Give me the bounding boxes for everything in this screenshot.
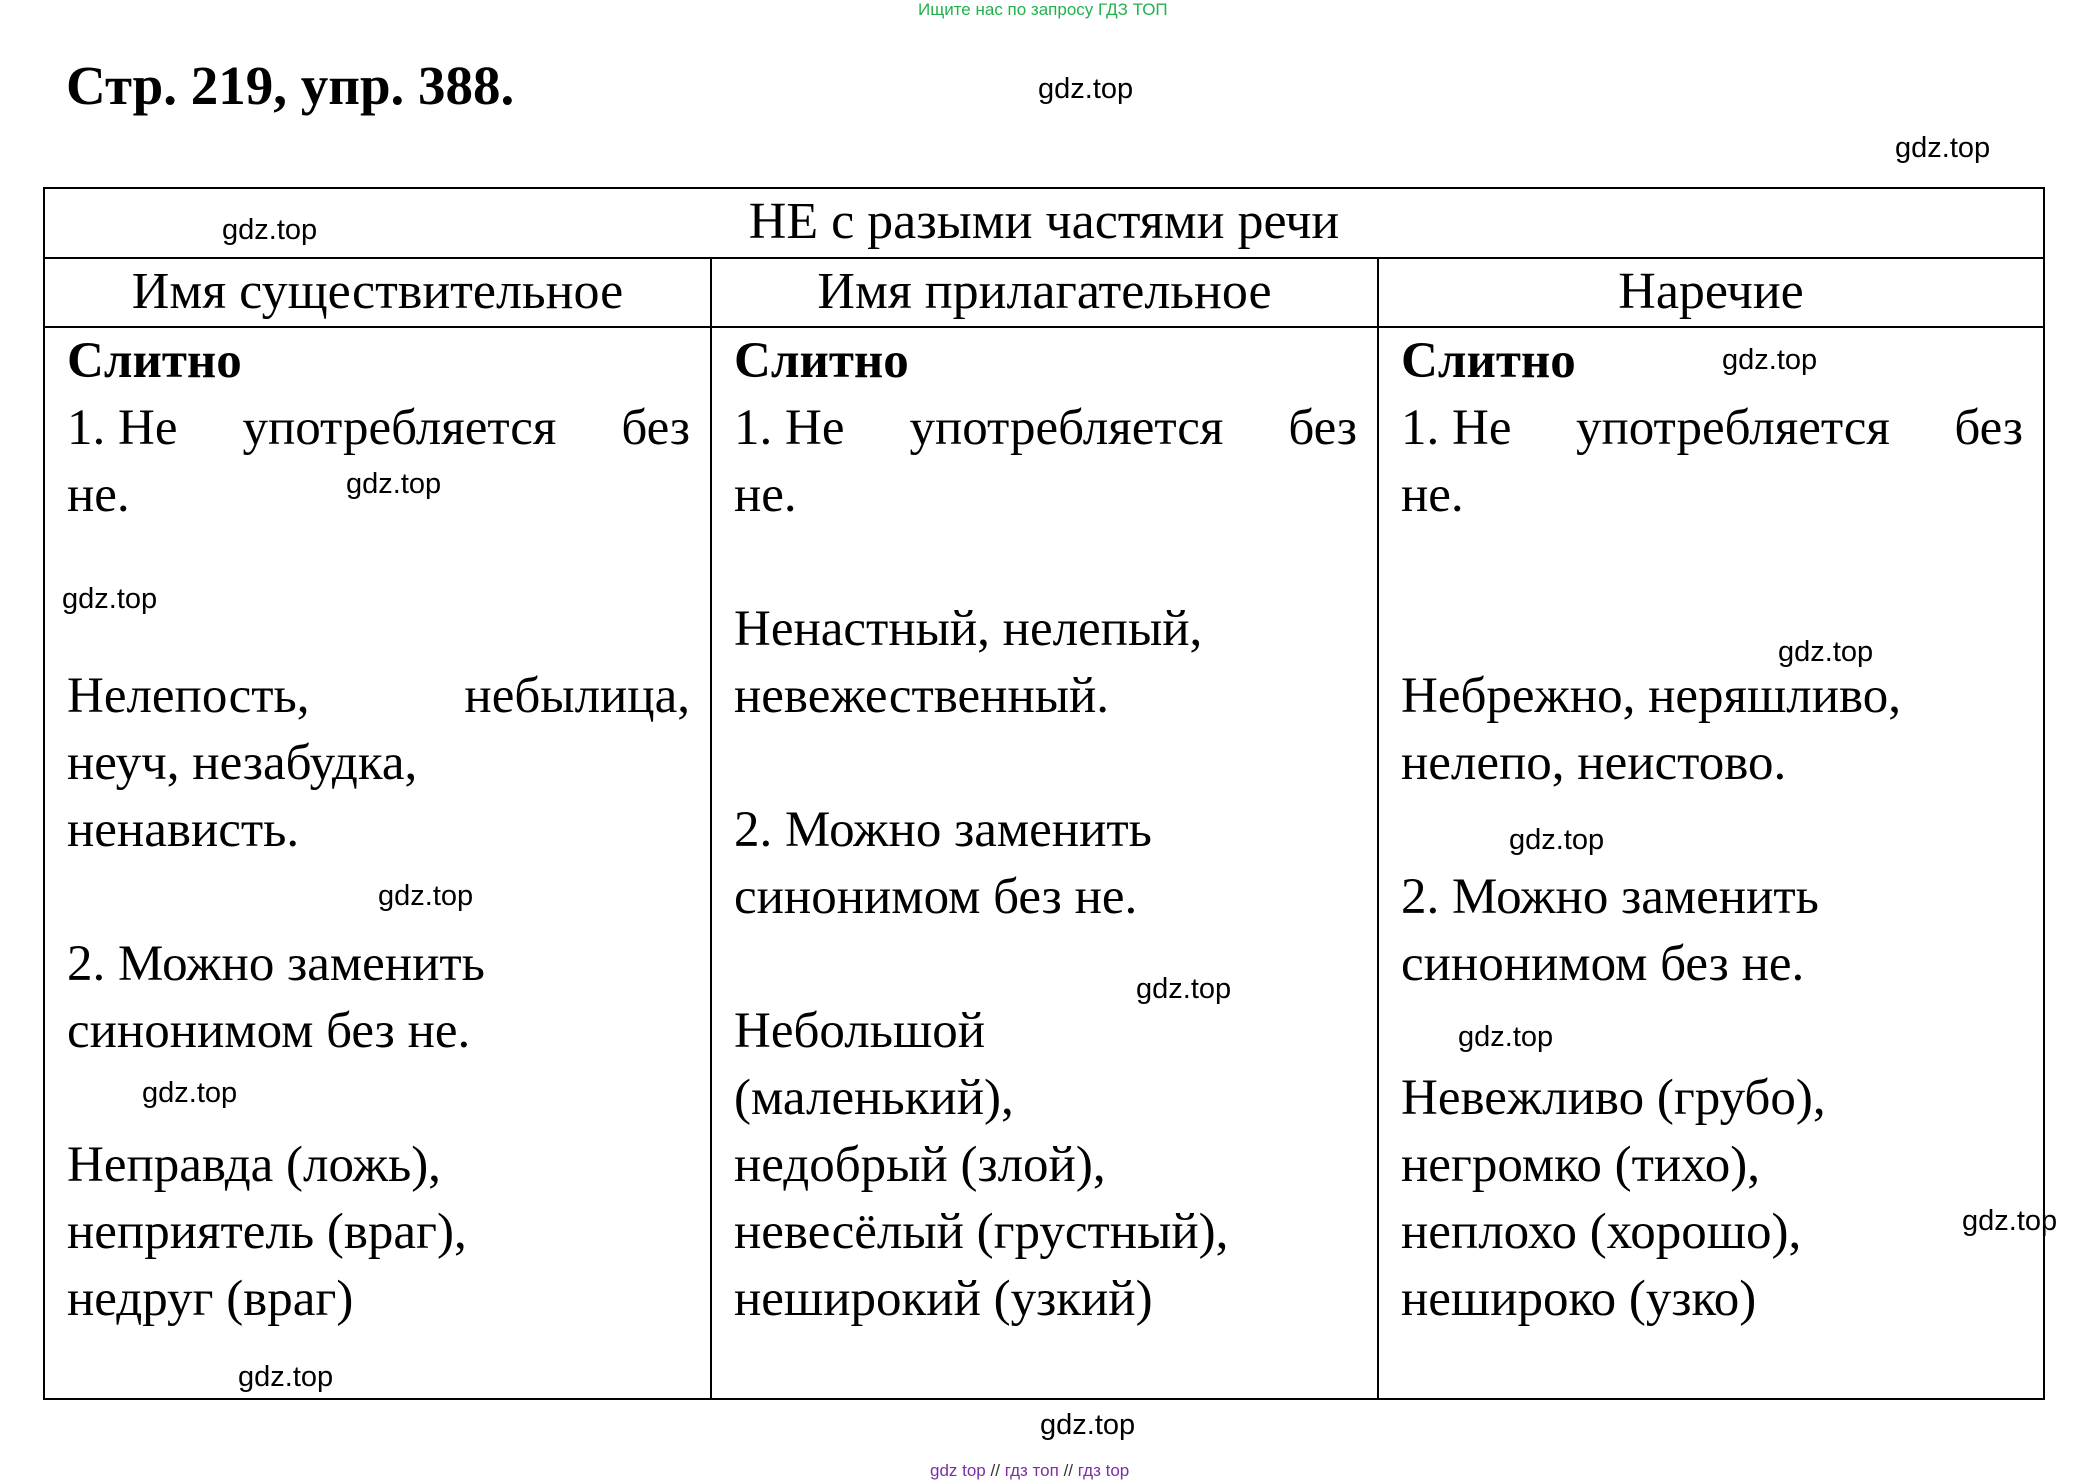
footer-link[interactable]: гдз top	[1077, 1461, 1130, 1480]
watermark: gdz.top	[1778, 636, 1874, 668]
adjective-examples2-line1: Небольшой	[734, 1003, 986, 1059]
adjective-examples1-line2: невежественный.	[734, 668, 1110, 724]
adverb-examples1-line2: нелепо, неистово.	[1401, 735, 1787, 791]
footer-link[interactable]: гдз топ	[1004, 1461, 1059, 1480]
adverb-cell	[1378, 327, 2044, 1399]
noun-examples1-line1: Нелепость, небылица,	[67, 668, 690, 724]
noun-examples2-line3: недруг (враг)	[67, 1271, 354, 1327]
noun-heading: Слитно	[67, 333, 242, 389]
watermark: gdz.top	[142, 1077, 238, 1109]
footer-link[interactable]: gdz top	[930, 1461, 986, 1480]
watermark: gdz.top	[222, 214, 318, 246]
adjective-rule1-end: не.	[734, 467, 797, 523]
adjective-cell	[711, 327, 1378, 1399]
adjective-examples1-line1: Ненастный, нелепый,	[734, 601, 1203, 657]
noun-rule1-end: не.	[67, 467, 130, 523]
watermark: gdz.top	[346, 468, 442, 500]
adjective-rule2-line1: 2. Можно заменить	[734, 802, 1152, 858]
noun-examples2-line1: Неправда (ложь),	[67, 1137, 441, 1193]
watermark: gdz.top	[1895, 132, 1991, 164]
adverb-examples2-line3: неплохо (хорошо),	[1401, 1204, 1802, 1260]
adjective-rule1: 1. Не употребляется без	[734, 400, 1357, 456]
search-hint: Ищите нас по запросу ГДЗ ТОП	[918, 0, 1168, 19]
adverb-rule1-end: не.	[1401, 467, 1464, 523]
page-title: Стр. 219, упр. 388.	[66, 55, 515, 116]
adverb-examples2-line1: Невежливо (грубо),	[1401, 1070, 1826, 1126]
watermark: gdz.top	[1136, 973, 1232, 1005]
watermark: gdz.top	[1458, 1021, 1554, 1053]
column-header-adverb: Наречие	[1378, 258, 2044, 327]
adverb-examples2-line4: нешироко (узко)	[1401, 1271, 1757, 1327]
noun-examples1-line2: неуч, незабудка,	[67, 735, 418, 791]
adjective-heading: Слитно	[734, 333, 909, 389]
footer-links: gdz top // гдз топ // гдз top	[930, 1461, 1130, 1480]
adjective-examples2-line4: невесёлый (грустный),	[734, 1204, 1229, 1260]
adverb-heading: Слитно	[1401, 333, 1576, 389]
noun-examples1-line3: ненависть.	[67, 802, 300, 858]
adverb-examples2-line2: негромко (тихо),	[1401, 1137, 1760, 1193]
noun-rule1: 1. Не употребляется без	[67, 400, 690, 456]
noun-rule2-line2: синонимом без не.	[67, 1003, 471, 1059]
noun-examples2-line2: неприятель (враг),	[67, 1204, 467, 1260]
watermark: gdz.top	[1038, 73, 1134, 105]
adjective-examples2-line3: недобрый (злой),	[734, 1137, 1106, 1193]
adverb-rule1: 1. Не употребляется без	[1401, 400, 2023, 456]
column-header-noun: Имя существительное	[44, 258, 711, 327]
watermark: gdz.top	[1962, 1205, 2058, 1237]
adjective-examples2-line2: (маленький),	[734, 1070, 1014, 1126]
column-header-adjective: Имя прилагательное	[711, 258, 1378, 327]
noun-rule2-line1: 2. Можно заменить	[67, 936, 485, 992]
watermark: gdz.top	[1722, 344, 1818, 376]
adjective-rule2-line2: синонимом без не.	[734, 869, 1138, 925]
watermark: gdz.top	[378, 880, 474, 912]
watermark: gdz.top	[1509, 824, 1605, 856]
adverb-rule2-line2: синонимом без не.	[1401, 936, 1805, 992]
watermark: gdz.top	[62, 583, 158, 615]
adverb-examples1-line1: Небрежно, неряшливо,	[1401, 668, 1901, 724]
adjective-examples2-line5: неширокий (узкий)	[734, 1271, 1153, 1327]
table-caption: НЕ с разыми частями речи	[44, 188, 2044, 258]
adverb-rule2-line1: 2. Можно заменить	[1401, 869, 1819, 925]
watermark: gdz.top	[238, 1361, 334, 1393]
watermark: gdz.top	[1040, 1409, 1136, 1441]
